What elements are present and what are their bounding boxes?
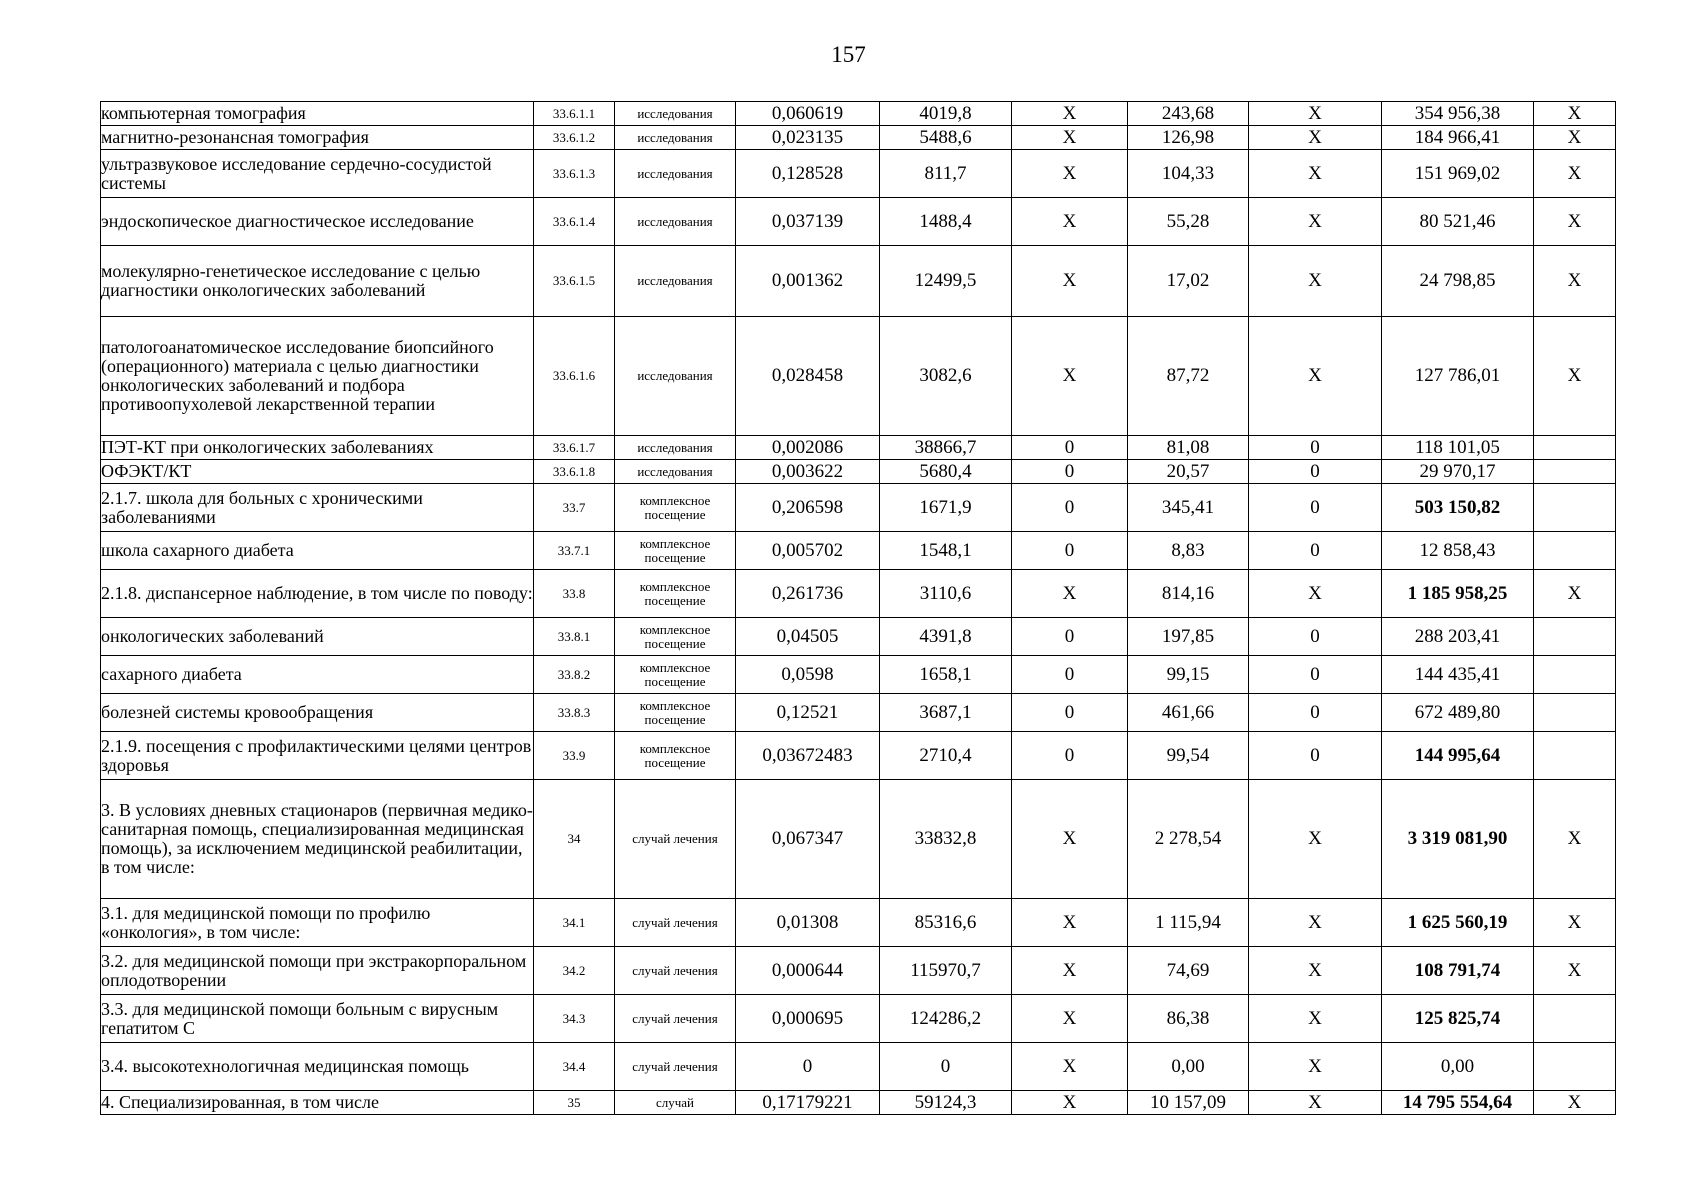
service-name-cell: 3.2. для медицинской помощи при экстракорпоральном оплодотворении bbox=[101, 947, 534, 995]
row-code-cell: 33.9 bbox=[534, 732, 615, 780]
budget-per-capita-cell: X bbox=[1012, 1043, 1128, 1091]
unit-cell: случай лечения bbox=[615, 947, 736, 995]
share-cell bbox=[1534, 484, 1616, 532]
oms-total-cell: 24 798,85 bbox=[1382, 246, 1534, 317]
cost-per-unit-cell: 811,7 bbox=[880, 150, 1012, 198]
row-code-cell: 34.4 bbox=[534, 1043, 615, 1091]
table-row bbox=[101, 656, 1616, 694]
table-row bbox=[101, 947, 1616, 995]
data-table bbox=[100, 101, 1616, 1115]
share-cell: X bbox=[1534, 947, 1616, 995]
standard-volume-cell: 0,028458 bbox=[736, 317, 880, 436]
oms-per-capita-cell: 1 115,94 bbox=[1128, 899, 1249, 947]
unit-cell: исследования bbox=[615, 150, 736, 198]
cost-per-unit-cell: 4019,8 bbox=[880, 102, 1012, 126]
budget-per-capita-cell: 0 bbox=[1012, 484, 1128, 532]
share-cell bbox=[1534, 995, 1616, 1043]
budget-per-capita-cell: X bbox=[1012, 317, 1128, 436]
service-name-cell: 3.1. для медицинской помощи по профилю «онкология», в том числе: bbox=[101, 899, 534, 947]
standard-volume-cell: 0,060619 bbox=[736, 102, 880, 126]
budget-total-cell: 0 bbox=[1249, 460, 1382, 484]
table-row bbox=[101, 995, 1616, 1043]
table-row bbox=[101, 484, 1616, 532]
budget-total-cell: 0 bbox=[1249, 532, 1382, 570]
service-name-cell: 2.1.9. посещения с профилактическими целями центров здоровья bbox=[101, 732, 534, 780]
cost-per-unit-cell: 1488,4 bbox=[880, 198, 1012, 246]
oms-per-capita-cell: 55,28 bbox=[1128, 198, 1249, 246]
table-row bbox=[101, 1043, 1616, 1091]
row-code-cell: 33.6.1.3 bbox=[534, 150, 615, 198]
row-code-cell: 33.6.1.1 bbox=[534, 102, 615, 126]
budget-total-cell: 0 bbox=[1249, 484, 1382, 532]
cost-per-unit-cell: 5680,4 bbox=[880, 460, 1012, 484]
row-code-cell: 33.6.1.5 bbox=[534, 246, 615, 317]
cost-per-unit-cell: 38866,7 bbox=[880, 436, 1012, 460]
oms-per-capita-cell: 197,85 bbox=[1128, 618, 1249, 656]
service-name-cell: болезней системы кровообращения bbox=[101, 694, 534, 732]
cost-per-unit-cell: 1548,1 bbox=[880, 532, 1012, 570]
standard-volume-cell: 0,12521 bbox=[736, 694, 880, 732]
unit-cell: исследования bbox=[615, 198, 736, 246]
row-code-cell: 34.3 bbox=[534, 995, 615, 1043]
oms-total-cell: 14 795 554,64 bbox=[1382, 1091, 1534, 1115]
unit-cell: случай bbox=[615, 1091, 736, 1115]
table-row bbox=[101, 246, 1616, 317]
budget-total-cell: X bbox=[1249, 317, 1382, 436]
standard-volume-cell: 0,005702 bbox=[736, 532, 880, 570]
cost-per-unit-cell: 3687,1 bbox=[880, 694, 1012, 732]
unit-cell: случай лечения bbox=[615, 1043, 736, 1091]
oms-per-capita-cell: 8,83 bbox=[1128, 532, 1249, 570]
cost-per-unit-cell: 5488,6 bbox=[880, 126, 1012, 150]
table-row bbox=[101, 150, 1616, 198]
unit-cell: исследования bbox=[615, 460, 736, 484]
budget-total-cell: X bbox=[1249, 102, 1382, 126]
share-cell: X bbox=[1534, 780, 1616, 899]
budget-per-capita-cell: X bbox=[1012, 102, 1128, 126]
share-cell: X bbox=[1534, 570, 1616, 618]
cost-per-unit-cell: 1671,9 bbox=[880, 484, 1012, 532]
share-cell bbox=[1534, 694, 1616, 732]
row-code-cell: 34 bbox=[534, 780, 615, 899]
unit-cell: комплексное посещение bbox=[615, 694, 736, 732]
oms-total-cell: 144 435,41 bbox=[1382, 656, 1534, 694]
budget-total-cell: X bbox=[1249, 198, 1382, 246]
row-code-cell: 33.8.1 bbox=[534, 618, 615, 656]
budget-total-cell: X bbox=[1249, 995, 1382, 1043]
oms-total-cell: 12 858,43 bbox=[1382, 532, 1534, 570]
service-name-cell: 3.3. для медицинской помощи больным с вирусным гепатитом С bbox=[101, 995, 534, 1043]
oms-per-capita-cell: 20,57 bbox=[1128, 460, 1249, 484]
unit-cell: комплексное посещение bbox=[615, 532, 736, 570]
budget-total-cell: X bbox=[1249, 570, 1382, 618]
row-code-cell: 33.8.3 bbox=[534, 694, 615, 732]
row-code-cell: 33.8 bbox=[534, 570, 615, 618]
oms-per-capita-cell: 126,98 bbox=[1128, 126, 1249, 150]
share-cell: X bbox=[1534, 317, 1616, 436]
budget-per-capita-cell: X bbox=[1012, 126, 1128, 150]
row-code-cell: 33.6.1.2 bbox=[534, 126, 615, 150]
oms-total-cell: 288 203,41 bbox=[1382, 618, 1534, 656]
unit-cell: случай лечения bbox=[615, 995, 736, 1043]
budget-total-cell: X bbox=[1249, 246, 1382, 317]
standard-volume-cell: 0,03672483 bbox=[736, 732, 880, 780]
oms-total-cell: 1 185 958,25 bbox=[1382, 570, 1534, 618]
budget-total-cell: 0 bbox=[1249, 656, 1382, 694]
table-row bbox=[101, 732, 1616, 780]
budget-total-cell: 0 bbox=[1249, 436, 1382, 460]
cost-per-unit-cell: 3082,6 bbox=[880, 317, 1012, 436]
cost-per-unit-cell: 12499,5 bbox=[880, 246, 1012, 317]
table-body bbox=[101, 102, 1616, 1115]
service-name-cell: ультразвуковое исследование сердечно-сосудистой системы bbox=[101, 150, 534, 198]
budget-total-cell: X bbox=[1249, 899, 1382, 947]
budget-per-capita-cell: X bbox=[1012, 947, 1128, 995]
unit-cell: комплексное посещение bbox=[615, 570, 736, 618]
oms-total-cell: 0,00 bbox=[1382, 1043, 1534, 1091]
oms-total-cell: 354 956,38 bbox=[1382, 102, 1534, 126]
cost-per-unit-cell: 4391,8 bbox=[880, 618, 1012, 656]
row-code-cell: 34.1 bbox=[534, 899, 615, 947]
table-row bbox=[101, 780, 1616, 899]
row-code-cell: 34.2 bbox=[534, 947, 615, 995]
standard-volume-cell: 0,037139 bbox=[736, 198, 880, 246]
table-row bbox=[101, 899, 1616, 947]
unit-cell: комплексное посещение bbox=[615, 484, 736, 532]
service-name-cell: молекулярно-генетическое исследование с целью диагностики онкологических заболеваний bbox=[101, 246, 534, 317]
oms-per-capita-cell: 87,72 bbox=[1128, 317, 1249, 436]
standard-volume-cell: 0,001362 bbox=[736, 246, 880, 317]
oms-total-cell: 144 995,64 bbox=[1382, 732, 1534, 780]
budget-total-cell: X bbox=[1249, 150, 1382, 198]
oms-per-capita-cell: 99,15 bbox=[1128, 656, 1249, 694]
share-cell: X bbox=[1534, 198, 1616, 246]
budget-total-cell: 0 bbox=[1249, 694, 1382, 732]
oms-total-cell: 127 786,01 bbox=[1382, 317, 1534, 436]
table-row bbox=[101, 532, 1616, 570]
budget-total-cell: X bbox=[1249, 1043, 1382, 1091]
oms-per-capita-cell: 74,69 bbox=[1128, 947, 1249, 995]
table-row bbox=[101, 570, 1616, 618]
table-row bbox=[101, 102, 1616, 126]
table-row bbox=[101, 126, 1616, 150]
standard-volume-cell: 0 bbox=[736, 1043, 880, 1091]
standard-volume-cell: 0,003622 bbox=[736, 460, 880, 484]
oms-per-capita-cell: 104,33 bbox=[1128, 150, 1249, 198]
oms-total-cell: 184 966,41 bbox=[1382, 126, 1534, 150]
service-name-cell: магнитно-резонансная томография bbox=[101, 126, 534, 150]
cost-per-unit-cell: 3110,6 bbox=[880, 570, 1012, 618]
oms-total-cell: 80 521,46 bbox=[1382, 198, 1534, 246]
share-cell: X bbox=[1534, 1091, 1616, 1115]
share-cell: X bbox=[1534, 126, 1616, 150]
service-name-cell: сахарного диабета bbox=[101, 656, 534, 694]
table-row bbox=[101, 460, 1616, 484]
standard-volume-cell: 0,01308 bbox=[736, 899, 880, 947]
unit-cell: случай лечения bbox=[615, 899, 736, 947]
oms-total-cell: 672 489,80 bbox=[1382, 694, 1534, 732]
cost-per-unit-cell: 115970,7 bbox=[880, 947, 1012, 995]
table-row bbox=[101, 694, 1616, 732]
unit-cell: исследования bbox=[615, 102, 736, 126]
budget-per-capita-cell: X bbox=[1012, 570, 1128, 618]
oms-per-capita-cell: 814,16 bbox=[1128, 570, 1249, 618]
row-code-cell: 33.6.1.4 bbox=[534, 198, 615, 246]
unit-cell: случай лечения bbox=[615, 780, 736, 899]
oms-per-capita-cell: 17,02 bbox=[1128, 246, 1249, 317]
service-name-cell: 2.1.7. школа для больных с хроническими заболеваниями bbox=[101, 484, 534, 532]
cost-per-unit-cell: 59124,3 bbox=[880, 1091, 1012, 1115]
share-cell: X bbox=[1534, 102, 1616, 126]
budget-per-capita-cell: 0 bbox=[1012, 694, 1128, 732]
table-row bbox=[101, 1091, 1616, 1115]
budget-total-cell: 0 bbox=[1249, 618, 1382, 656]
share-cell bbox=[1534, 1043, 1616, 1091]
table-row bbox=[101, 198, 1616, 246]
service-name-cell: 3. В условиях дневных стационаров (первичная медико-санитарная помощь, специализированная медицинская помощь), за исключением медицинской реабилитации, в том числе: bbox=[101, 780, 534, 899]
standard-volume-cell: 0,000695 bbox=[736, 995, 880, 1043]
budget-per-capita-cell: X bbox=[1012, 198, 1128, 246]
standard-volume-cell: 0,17179221 bbox=[736, 1091, 880, 1115]
cost-per-unit-cell: 124286,2 bbox=[880, 995, 1012, 1043]
oms-per-capita-cell: 2 278,54 bbox=[1128, 780, 1249, 899]
share-cell bbox=[1534, 532, 1616, 570]
standard-volume-cell: 0,023135 bbox=[736, 126, 880, 150]
oms-total-cell: 3 319 081,90 bbox=[1382, 780, 1534, 899]
budget-per-capita-cell: X bbox=[1012, 995, 1128, 1043]
service-name-cell: 4. Специализированная, в том числе bbox=[101, 1091, 534, 1115]
share-cell: X bbox=[1534, 150, 1616, 198]
budget-per-capita-cell: 0 bbox=[1012, 618, 1128, 656]
unit-cell: исследования bbox=[615, 246, 736, 317]
standard-volume-cell: 0,067347 bbox=[736, 780, 880, 899]
row-code-cell: 33.6.1.6 bbox=[534, 317, 615, 436]
service-name-cell: ПЭТ-КТ при онкологических заболеваниях bbox=[101, 436, 534, 460]
oms-total-cell: 108 791,74 bbox=[1382, 947, 1534, 995]
budget-per-capita-cell: X bbox=[1012, 899, 1128, 947]
standard-volume-cell: 0,128528 bbox=[736, 150, 880, 198]
oms-per-capita-cell: 243,68 bbox=[1128, 102, 1249, 126]
share-cell bbox=[1534, 618, 1616, 656]
service-name-cell: ОФЭКТ/КТ bbox=[101, 460, 534, 484]
table-row bbox=[101, 618, 1616, 656]
oms-per-capita-cell: 86,38 bbox=[1128, 995, 1249, 1043]
oms-per-capita-cell: 81,08 bbox=[1128, 436, 1249, 460]
row-code-cell: 33.8.2 bbox=[534, 656, 615, 694]
standard-volume-cell: 0,206598 bbox=[736, 484, 880, 532]
row-code-cell: 33.7 bbox=[534, 484, 615, 532]
service-name-cell: онкологических заболеваний bbox=[101, 618, 534, 656]
budget-total-cell: X bbox=[1249, 1091, 1382, 1115]
budget-per-capita-cell: 0 bbox=[1012, 532, 1128, 570]
unit-cell: исследования bbox=[615, 317, 736, 436]
budget-per-capita-cell: X bbox=[1012, 1091, 1128, 1115]
standard-volume-cell: 0,261736 bbox=[736, 570, 880, 618]
share-cell bbox=[1534, 460, 1616, 484]
budget-per-capita-cell: X bbox=[1012, 246, 1128, 317]
budget-per-capita-cell: 0 bbox=[1012, 732, 1128, 780]
oms-per-capita-cell: 10 157,09 bbox=[1128, 1091, 1249, 1115]
unit-cell: исследования bbox=[615, 436, 736, 460]
standard-volume-cell: 0,002086 bbox=[736, 436, 880, 460]
service-name-cell: эндоскопическое диагностическое исследование bbox=[101, 198, 534, 246]
budget-total-cell: 0 bbox=[1249, 732, 1382, 780]
oms-per-capita-cell: 461,66 bbox=[1128, 694, 1249, 732]
service-name-cell: 2.1.8. диспансерное наблюдение, в том числе по поводу: bbox=[101, 570, 534, 618]
budget-total-cell: X bbox=[1249, 126, 1382, 150]
service-name-cell: компьютерная томография bbox=[101, 102, 534, 126]
budget-total-cell: X bbox=[1249, 947, 1382, 995]
budget-per-capita-cell: X bbox=[1012, 780, 1128, 899]
budget-per-capita-cell: 0 bbox=[1012, 460, 1128, 484]
cost-per-unit-cell: 0 bbox=[880, 1043, 1012, 1091]
row-code-cell: 33.7.1 bbox=[534, 532, 615, 570]
standard-volume-cell: 0,000644 bbox=[736, 947, 880, 995]
unit-cell: комплексное посещение bbox=[615, 656, 736, 694]
share-cell: X bbox=[1534, 899, 1616, 947]
share-cell bbox=[1534, 656, 1616, 694]
row-code-cell: 33.6.1.7 bbox=[534, 436, 615, 460]
row-code-cell: 35 bbox=[534, 1091, 615, 1115]
table-row bbox=[101, 317, 1616, 436]
cost-per-unit-cell: 1658,1 bbox=[880, 656, 1012, 694]
oms-total-cell: 151 969,02 bbox=[1382, 150, 1534, 198]
row-code-cell: 33.6.1.8 bbox=[534, 460, 615, 484]
budget-total-cell: X bbox=[1249, 780, 1382, 899]
service-name-cell: патологоанатомическое исследование биопсийного (операционного) материала с целью диагностики онкологических заболеваний и подбора противоопухолевой лекарственной терапии bbox=[101, 317, 534, 436]
unit-cell: комплексное посещение bbox=[615, 732, 736, 780]
unit-cell: исследования bbox=[615, 126, 736, 150]
cost-per-unit-cell: 2710,4 bbox=[880, 732, 1012, 780]
budget-per-capita-cell: 0 bbox=[1012, 656, 1128, 694]
cost-per-unit-cell: 85316,6 bbox=[880, 899, 1012, 947]
oms-total-cell: 1 625 560,19 bbox=[1382, 899, 1534, 947]
standard-volume-cell: 0,0598 bbox=[736, 656, 880, 694]
budget-per-capita-cell: 0 bbox=[1012, 436, 1128, 460]
oms-total-cell: 29 970,17 bbox=[1382, 460, 1534, 484]
oms-per-capita-cell: 99,54 bbox=[1128, 732, 1249, 780]
share-cell bbox=[1534, 732, 1616, 780]
oms-total-cell: 503 150,82 bbox=[1382, 484, 1534, 532]
budget-per-capita-cell: X bbox=[1012, 150, 1128, 198]
share-cell bbox=[1534, 436, 1616, 460]
oms-total-cell: 118 101,05 bbox=[1382, 436, 1534, 460]
unit-cell: комплексное посещение bbox=[615, 618, 736, 656]
page-number: 157 bbox=[831, 42, 866, 67]
share-cell: X bbox=[1534, 246, 1616, 317]
table-row bbox=[101, 436, 1616, 460]
standard-volume-cell: 0,04505 bbox=[736, 618, 880, 656]
service-name-cell: 3.4. высокотехнологичная медицинская помощь bbox=[101, 1043, 534, 1091]
cost-per-unit-cell: 33832,8 bbox=[880, 780, 1012, 899]
service-name-cell: школа сахарного диабета bbox=[101, 532, 534, 570]
oms-total-cell: 125 825,74 bbox=[1382, 995, 1534, 1043]
oms-per-capita-cell: 0,00 bbox=[1128, 1043, 1249, 1091]
oms-per-capita-cell: 345,41 bbox=[1128, 484, 1249, 532]
